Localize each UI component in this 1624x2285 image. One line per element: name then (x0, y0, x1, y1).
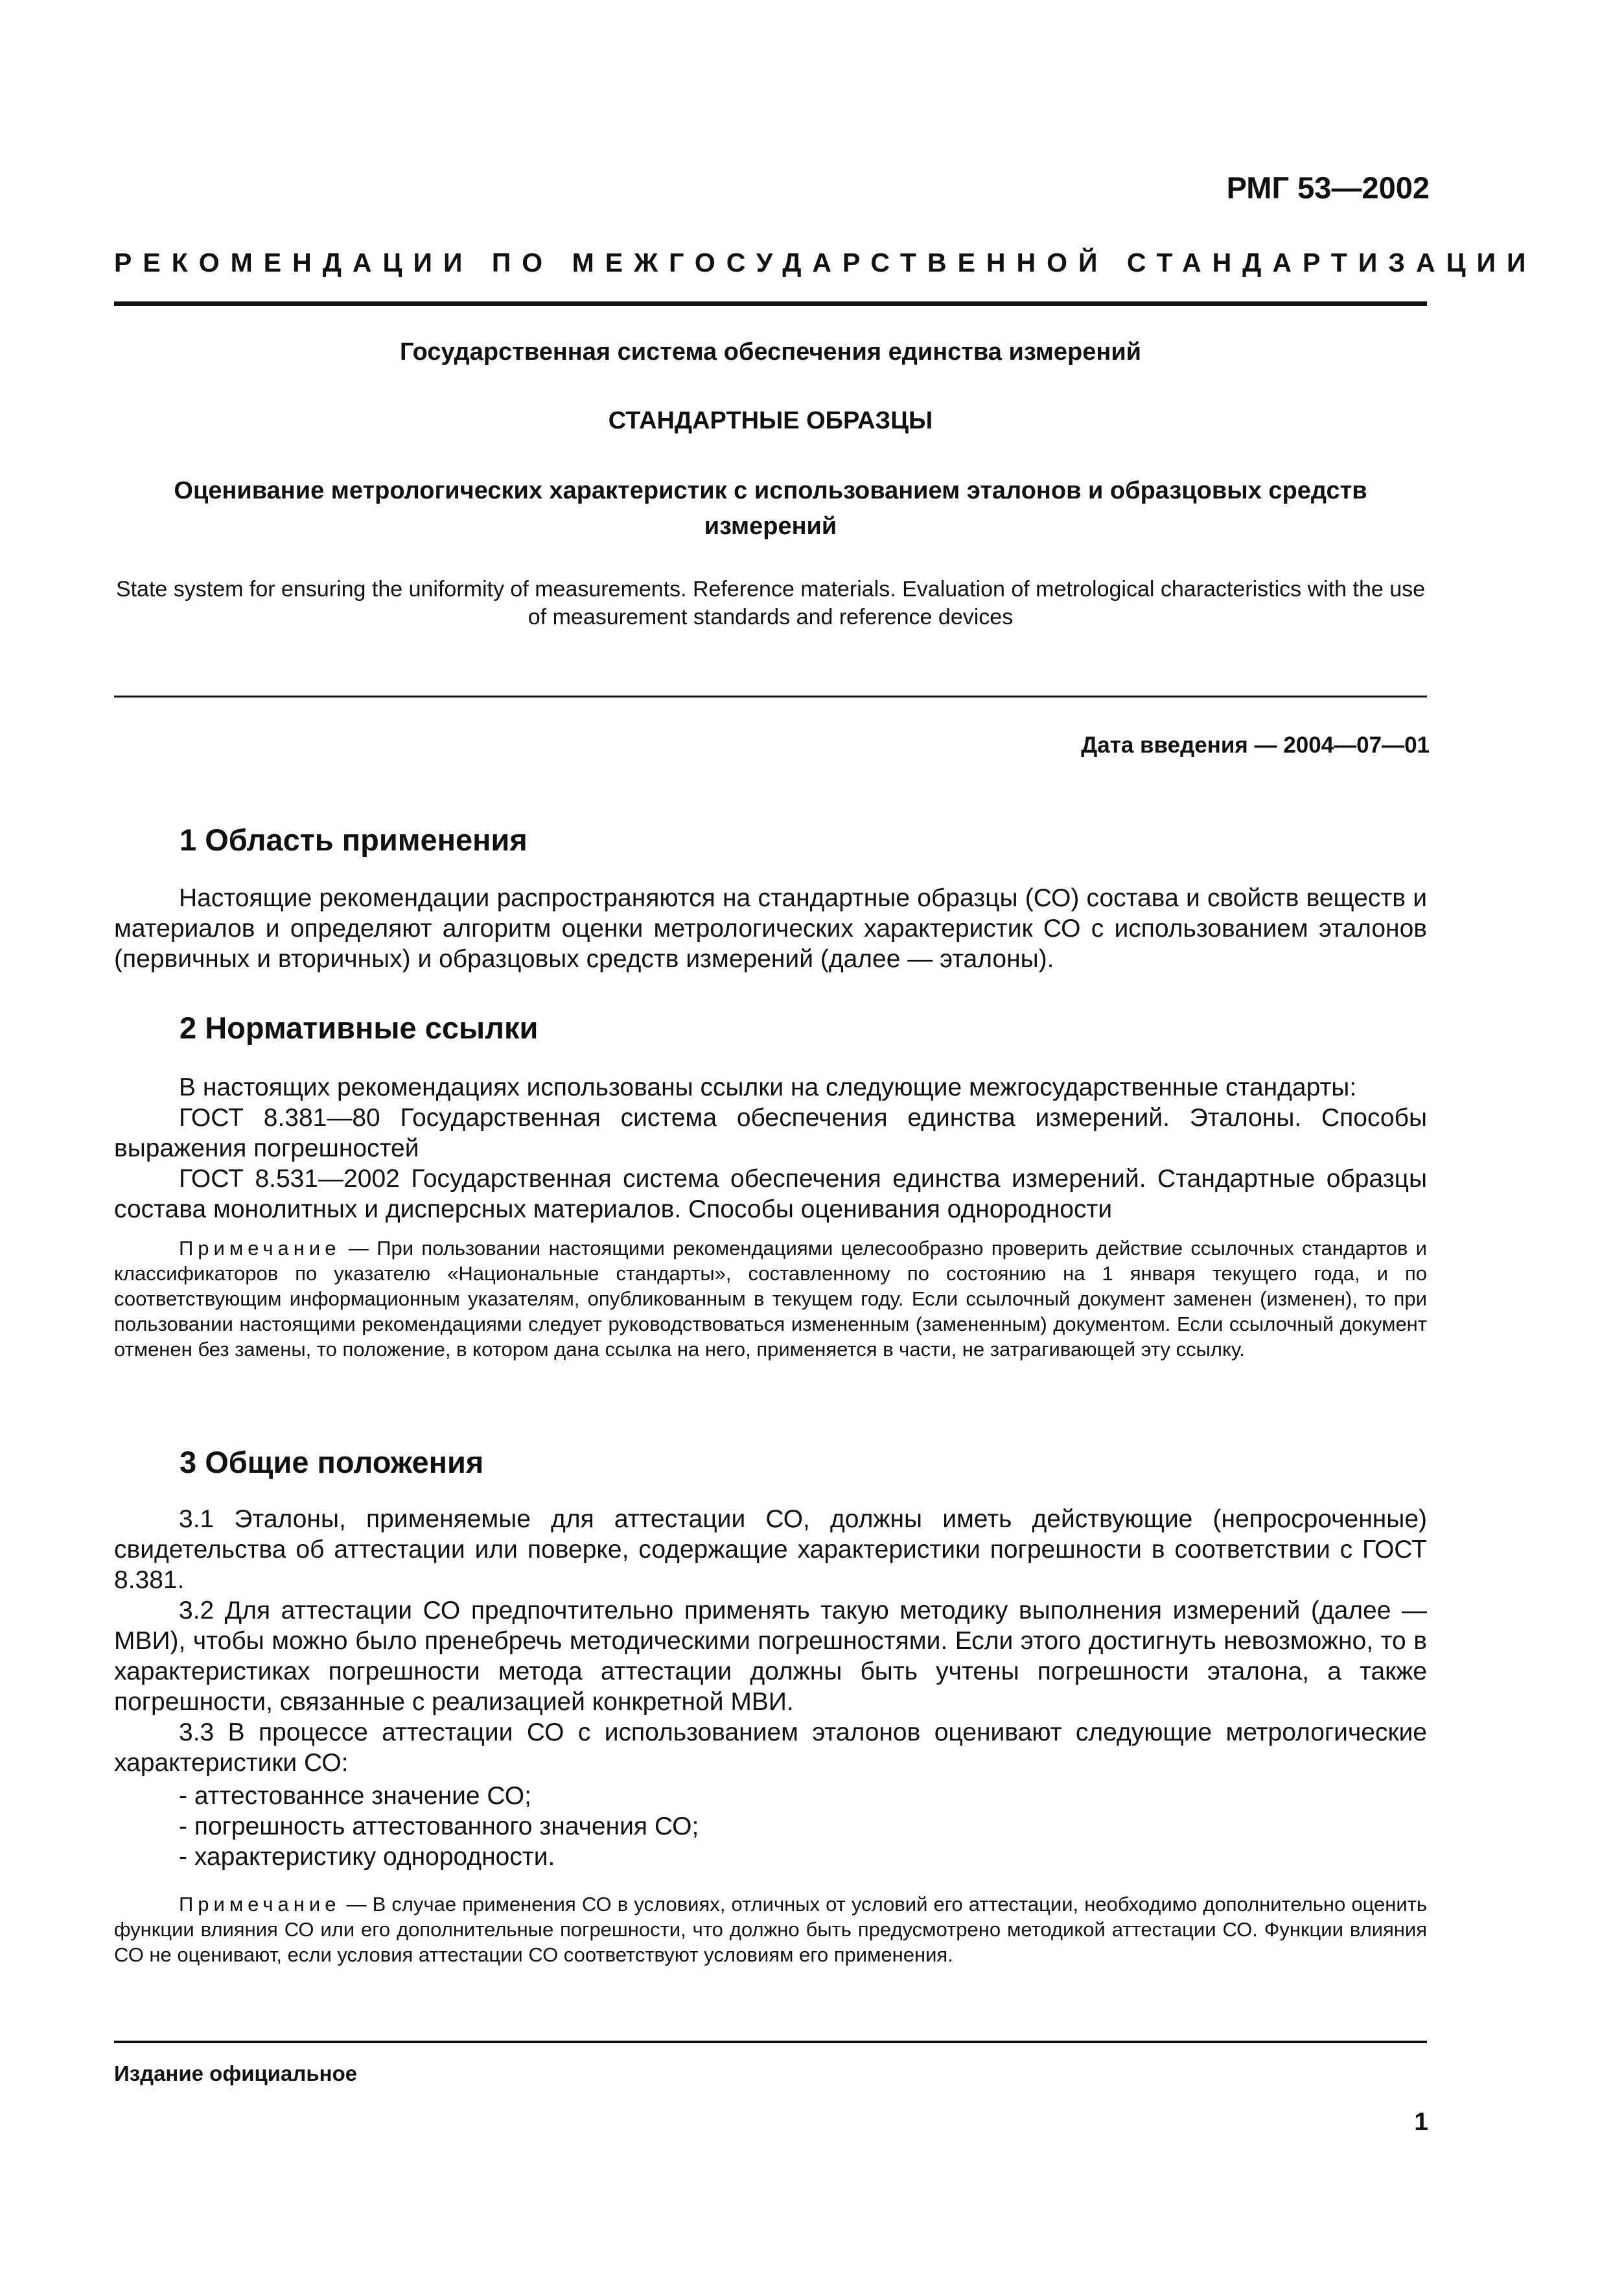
subject-title: СТАНДАРТНЫЕ ОБРАЗЦЫ (608, 407, 933, 434)
list-item: - характеристику однородности. (179, 1843, 555, 1871)
list-item: - погрешность аттестованного значения СО; (179, 1812, 699, 1840)
note-label: Примечание (179, 1893, 341, 1916)
note-text: — В случае применения СО в условиях, отличных от условий его аттестации, необходимо дополнительно оценить функции влияния СО или его дополнительные погрешности, что должно быть предусмотрено методикой аттестации СО. Функции влияния СО не оценивают, если условия аттестации СО соответствуют условиям его применения. (114, 1893, 1427, 1966)
section-2-note (114, 1236, 1427, 1362)
document-title: Оценивание метрологических характеристик с использованием эталонов и образцовых средств измерений (174, 477, 1367, 540)
section-3-heading: 3 Общие положения (180, 1445, 484, 1479)
section-3-body (114, 1504, 1427, 1778)
clause-3-1: 3.1 Эталоны, применяемые для аттестации СО, должны иметь действующие (непросроченные) свидетельства об аттестации или поверке, содержащие характеристики погрешности в соответствии с ГОСТ 8.381. (114, 1505, 1427, 1594)
note-text: — При пользовании настоящими рекомендациями целесообразно проверить действие ссылочных стандартов и классификаторов по указателю «Национальные стандарты», составленному по состоянию на 1 января текущего года, и по соответствующим информационным указателям, опубликованным в текущем году. Если ссылочный документ заменен (изменен), то при пользовании настоящими рекомендациями следует руководствоваться измененным (замененным) документом. Если ссылочный документ отменен без замены, то положение, в котором дана ссылка на него, применяется в части, не затрагивающей эту ссылку. (114, 1237, 1427, 1361)
section-1-heading: 1 Область применения (180, 823, 528, 857)
section-1-text: Настоящие рекомендации распространяются на стандартные образцы (СО) состава и свойств веществ и материалов и определяют алгоритм оценки метрологических характеристик СО с использованием эталонов (первичных и вторичных) и образцовых средств измерений (далее — эталоны). (114, 884, 1427, 973)
english-title: State system for ensuring the uniformity of measurements. Reference materials. Evaluation of metrological characteristics with the use of measurement standards and reference devices (115, 577, 1426, 629)
footer-rule (114, 2041, 1427, 2043)
clause-3-2: 3.2 Для аттестации СО предпочтительно применять такую методику выполнения измерений (далее — МВИ), чтобы можно было пренебречь методическими погрешностями. Если этого достигнуть невозможно, то в характеристиках погрешности метода аттестации должны быть учтены погрешности эталона, а также погрешности, связанные с реализацией конкретной МВИ. (114, 1597, 1427, 1716)
header-rule (114, 301, 1427, 306)
clause-3-3: 3.3 В процессе аттестации СО с использованием эталонов оценивают следующие метрологические характеристики СО: (114, 1718, 1427, 1777)
reference-gost-8-381: ГОСТ 8.381—80 Государственная система обеспечения единства измерений. Эталоны. Способы выражения погрешностей (114, 1104, 1427, 1162)
list-item: - аттестованнсе значение СО; (179, 1782, 531, 1810)
section-2-body (114, 1072, 1427, 1225)
date-of-introduction: Дата введения — 2004—07—01 (1081, 732, 1430, 758)
reference-gost-8-531: ГОСТ 8.531—2002 Государственная система обеспечения единства измерений. Стандартные образцы состава монолитных и дисперсных материалов. Способы оценивания однородности (114, 1165, 1427, 1223)
page-number: 1 (1414, 2108, 1428, 2136)
system-title: Государственная система обеспечения единства измерений (399, 338, 1142, 366)
characteristics-list (114, 1781, 1427, 1872)
title-rule (114, 696, 1427, 697)
note-label: Примечание (179, 1237, 341, 1260)
references-intro: В настоящих рекомендациях использованы ссылки на следующие межгосударственные стандарты: (179, 1073, 1357, 1101)
section-3-note (114, 1892, 1427, 1967)
series-title: РЕКОМЕНДАЦИИ ПО МЕЖГОСУДАРСТВЕННОЙ СТАНДАРТИЗАЦИИ (114, 248, 1537, 277)
section-2-heading: 2 Нормативные ссылки (180, 1011, 539, 1045)
edition-label: Издание официальное (114, 2061, 358, 2085)
section-1-body (114, 883, 1427, 974)
document-designation: РМГ 53—2002 (1226, 170, 1430, 205)
